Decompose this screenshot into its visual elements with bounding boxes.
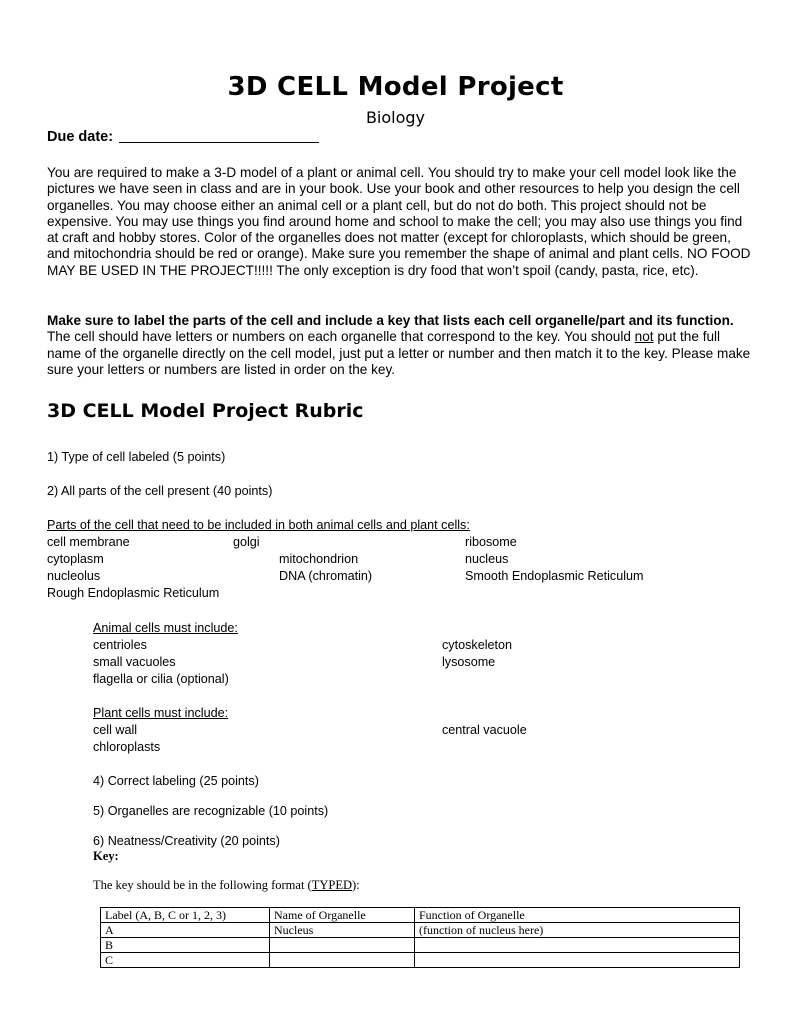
- part-smooth-er: Smooth Endoplasmic Reticulum: [465, 569, 644, 583]
- plant-cells-heading: Plant cells must include:: [93, 706, 229, 720]
- rubric-item-4: 4) Correct labeling (25 points): [93, 774, 259, 788]
- key-format-typed: TYPED: [311, 878, 352, 892]
- labeling-paragraph: [47, 313, 752, 378]
- key-format-prefix: The key should be in the following format (: [93, 878, 312, 892]
- key-cell-label: A: [101, 923, 270, 938]
- rubric-item-1: 1) Type of cell labeled (5 points): [47, 450, 226, 464]
- key-header-label: Label (A, B, C or 1, 2, 3): [101, 908, 270, 923]
- key-cell-label: B: [101, 938, 270, 953]
- key-table-header-row: [101, 908, 740, 923]
- key-table-row: [101, 938, 740, 953]
- part-golgi: golgi: [233, 535, 260, 549]
- key-cell-function: [415, 938, 740, 953]
- key-table-row: [101, 923, 740, 938]
- key-heading: Key:: [93, 849, 119, 863]
- part-nucleus: nucleus: [465, 552, 509, 566]
- animal-part-flagella: flagella or cilia (optional): [93, 672, 229, 686]
- intro-paragraph: You are required to make a 3-D model of a plant or animal cell. You should try to make your cell model look like the pictures we have seen in class and are in your book. Use your book and other resources to help you design the cell organelles. You may choose either an animal cell or a plant cell, but do not do both. This project should not be expensive. You may use things you find around home and school to make the cell; you may also use things you find at craft and hobby stores. Color of the organelles does not matter (except for chloroplasts, which should be green, and mitochondria should be red or orange). Make sure you remember the shape of animal and plant cells. NO FOOD MAY BE USED IN THE PROJECT!!!!! The only exception is dry food that won’t spoil (candy, pasta, rice, etc).: [47, 165, 751, 278]
- key-table-row: [101, 953, 740, 968]
- part-nucleolus: nucleolus: [47, 569, 101, 583]
- page-title: 3D CELL Model Project: [227, 72, 564, 102]
- key-cell-name: [270, 953, 415, 968]
- key-format-suffix: ):: [351, 878, 360, 892]
- key-header-name: Name of Organelle: [270, 908, 415, 923]
- part-rough-er: Rough Endoplasmic Reticulum: [47, 586, 220, 600]
- plant-part-chloroplasts: chloroplasts: [93, 740, 161, 754]
- plant-part-cell-wall: cell wall: [93, 723, 138, 737]
- part-cytoplasm: cytoplasm: [47, 552, 104, 566]
- animal-part-cytoskeleton: cytoskeleton: [442, 638, 513, 652]
- part-ribosome: ribosome: [465, 535, 517, 549]
- labeling-text-1: The cell should have letters or numbers on each organelle that correspond to the key. You should: [47, 329, 635, 345]
- key-header-function: Function of Organelle: [415, 908, 740, 923]
- plant-part-central-vacuole: central vacuole: [442, 723, 527, 737]
- animal-part-centrioles: centrioles: [93, 638, 147, 652]
- key-cell-name: Nucleus: [270, 923, 415, 938]
- due-date-field: [47, 128, 319, 145]
- labeling-instruction-bold: Make sure to label the parts of the cell and include a key that lists each cell organelle/part and its function.: [47, 313, 734, 328]
- animal-part-lysosome: lysosome: [442, 655, 496, 669]
- part-dna: DNA (chromatin): [279, 569, 373, 583]
- animal-part-small-vacuoles: small vacuoles: [93, 655, 176, 669]
- key-cell-label: C: [101, 953, 270, 968]
- rubric-title: 3D CELL Model Project Rubric: [47, 400, 364, 422]
- rubric-item-2: 2) All parts of the cell present (40 points): [47, 484, 273, 498]
- part-mitochondrion: mitochondrion: [279, 552, 359, 566]
- key-format-note: [93, 878, 360, 893]
- labeling-not-underlined: not: [634, 329, 654, 345]
- due-date-blank-line: [119, 128, 319, 143]
- key-cell-function: (function of nucleus here): [415, 923, 740, 938]
- labeling-text-2: put the full name of the organelle directly on the cell model, just put a letter or number and then match it to the key. Please make sure your letters or numbers are listed in order on the key.: [47, 329, 751, 377]
- animal-cells-heading: Animal cells must include:: [93, 621, 238, 635]
- rubric-item-5: 5) Organelles are recognizable (10 points): [93, 804, 329, 818]
- both-cells-heading: Parts of the cell that need to be included in both animal cells and plant cells:: [47, 518, 470, 532]
- due-date-label: Due date:: [47, 129, 114, 145]
- page-subtitle: Biology: [365, 108, 426, 127]
- part-cell-membrane: cell membrane: [47, 535, 130, 549]
- rubric-item-6: 6) Neatness/Creativity (20 points): [93, 834, 280, 848]
- key-table: [100, 907, 740, 968]
- key-cell-name: [270, 938, 415, 953]
- key-cell-function: [415, 953, 740, 968]
